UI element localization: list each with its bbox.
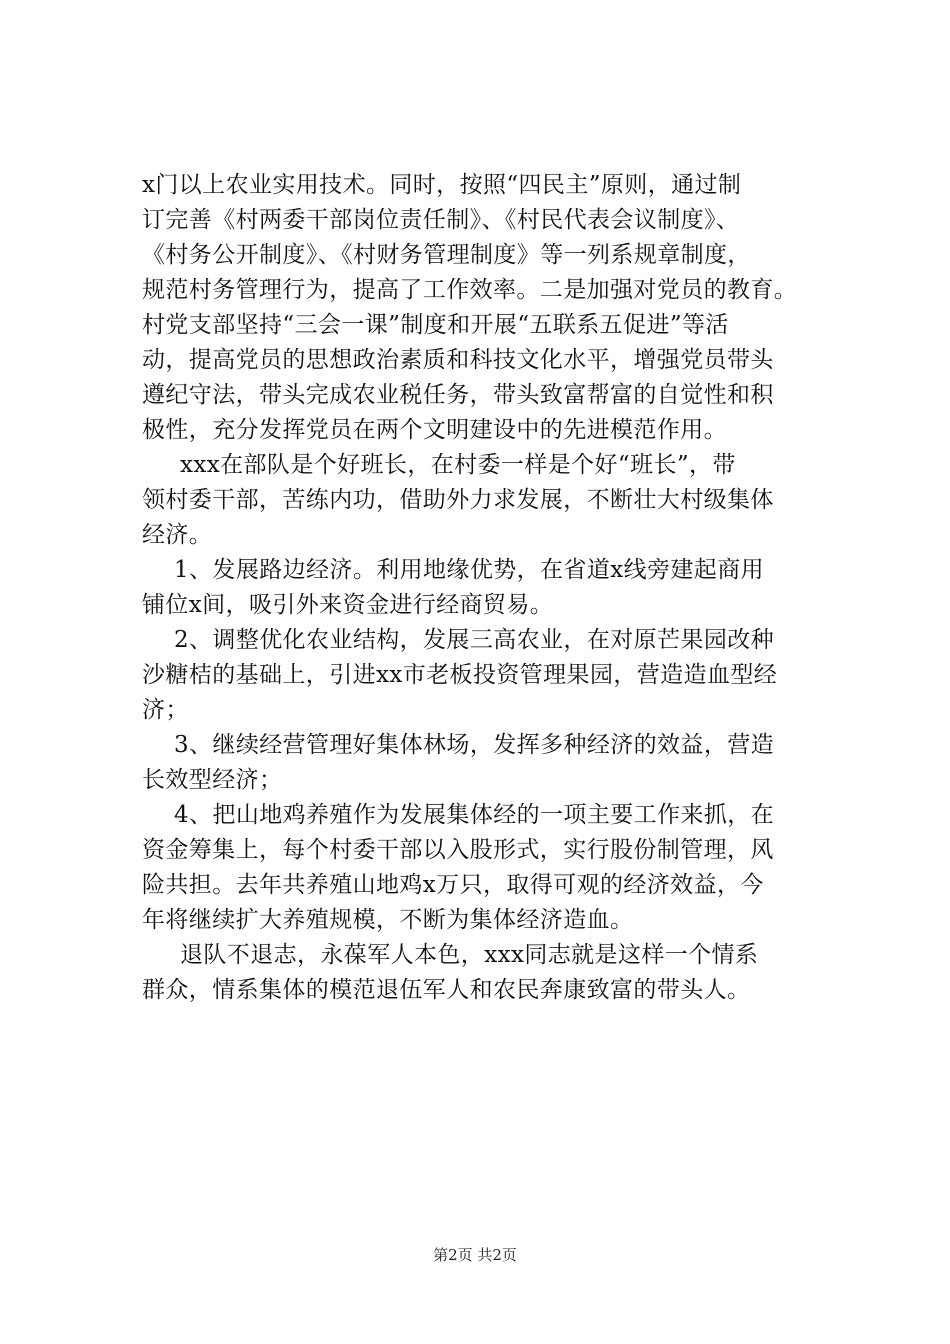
text-line: 群众，情系集体的模范退伍军人和农民奔康致富的带头人。 [142, 977, 751, 1003]
text-line: 3、继续经营管理好集体林场，发挥多种经济的效益，营造 [174, 732, 775, 758]
text-line: 沙糖桔的基础上，引进xx市老板投资管理果园，营造造血型经 [142, 662, 778, 688]
text-line: 订完善《村两委干部岗位责任制》、《村民代表会议制度》、 [142, 207, 740, 233]
text-line: 铺位x间，吸引外来资金进行经商贸易。 [142, 592, 554, 618]
text-line: 《村务公开制度》、《村财务管理制度》等一列系规章制度， [142, 242, 751, 268]
text-line: 村党支部坚持“三会一课”制度和开展“五联系五促进”等活 [142, 312, 729, 338]
text-line: 济； [142, 697, 189, 723]
text-line: 年将继续扩大养殖规模，不断为集体经济造血。 [142, 907, 634, 933]
text-line: 动，提高党员的思想政治素质和科技文化水平，增强党员带头 [142, 347, 774, 373]
text-line: 4、把山地鸡养殖作为发展集体经的一项主要工作来抓，在 [174, 802, 775, 828]
text-line: 遵纪守法，带头完成农业税任务，带头致富帮富的自觉性和积 [142, 382, 774, 408]
text-line: 极性，充分发挥党员在两个文明建设中的先进模范作用。 [142, 417, 727, 443]
page-number-footer: 第2页 共2页 [433, 1246, 517, 1264]
text-line: x门以上农业实用技术。同时，按照“四民主”原则，通过制 [142, 172, 742, 198]
text-line: 2、调整优化农业结构，发展三高农业，在对原芒果园改种 [174, 627, 775, 653]
text-line: 1、发展路边经济。利用地缘优势，在省道x线旁建起商用 [174, 557, 765, 583]
text-line: xxx在部队是个好班长，在村委一样是个好“班长”，带 [180, 452, 736, 478]
text-line: 领村委干部，苦练内功，借助外力求发展，不断壮大村级集体 [142, 487, 774, 513]
text-line: 险共担。去年共养殖山地鸡x万只，取得可观的经济效益，今 [142, 872, 764, 898]
text-line: 规范村务管理行为，提高了工作效率。二是加强对党员的教育。 [142, 277, 798, 303]
text-line: 长效型经济； [142, 767, 283, 793]
document-body [142, 168, 832, 1008]
text-line: 资金筹集上，每个村委干部以入股形式，实行股份制管理，风 [142, 837, 774, 863]
text-line: 经济。 [142, 522, 213, 548]
text-line: 退队不退志，永葆军人本色，xxx同志就是这样一个情系 [180, 942, 759, 968]
